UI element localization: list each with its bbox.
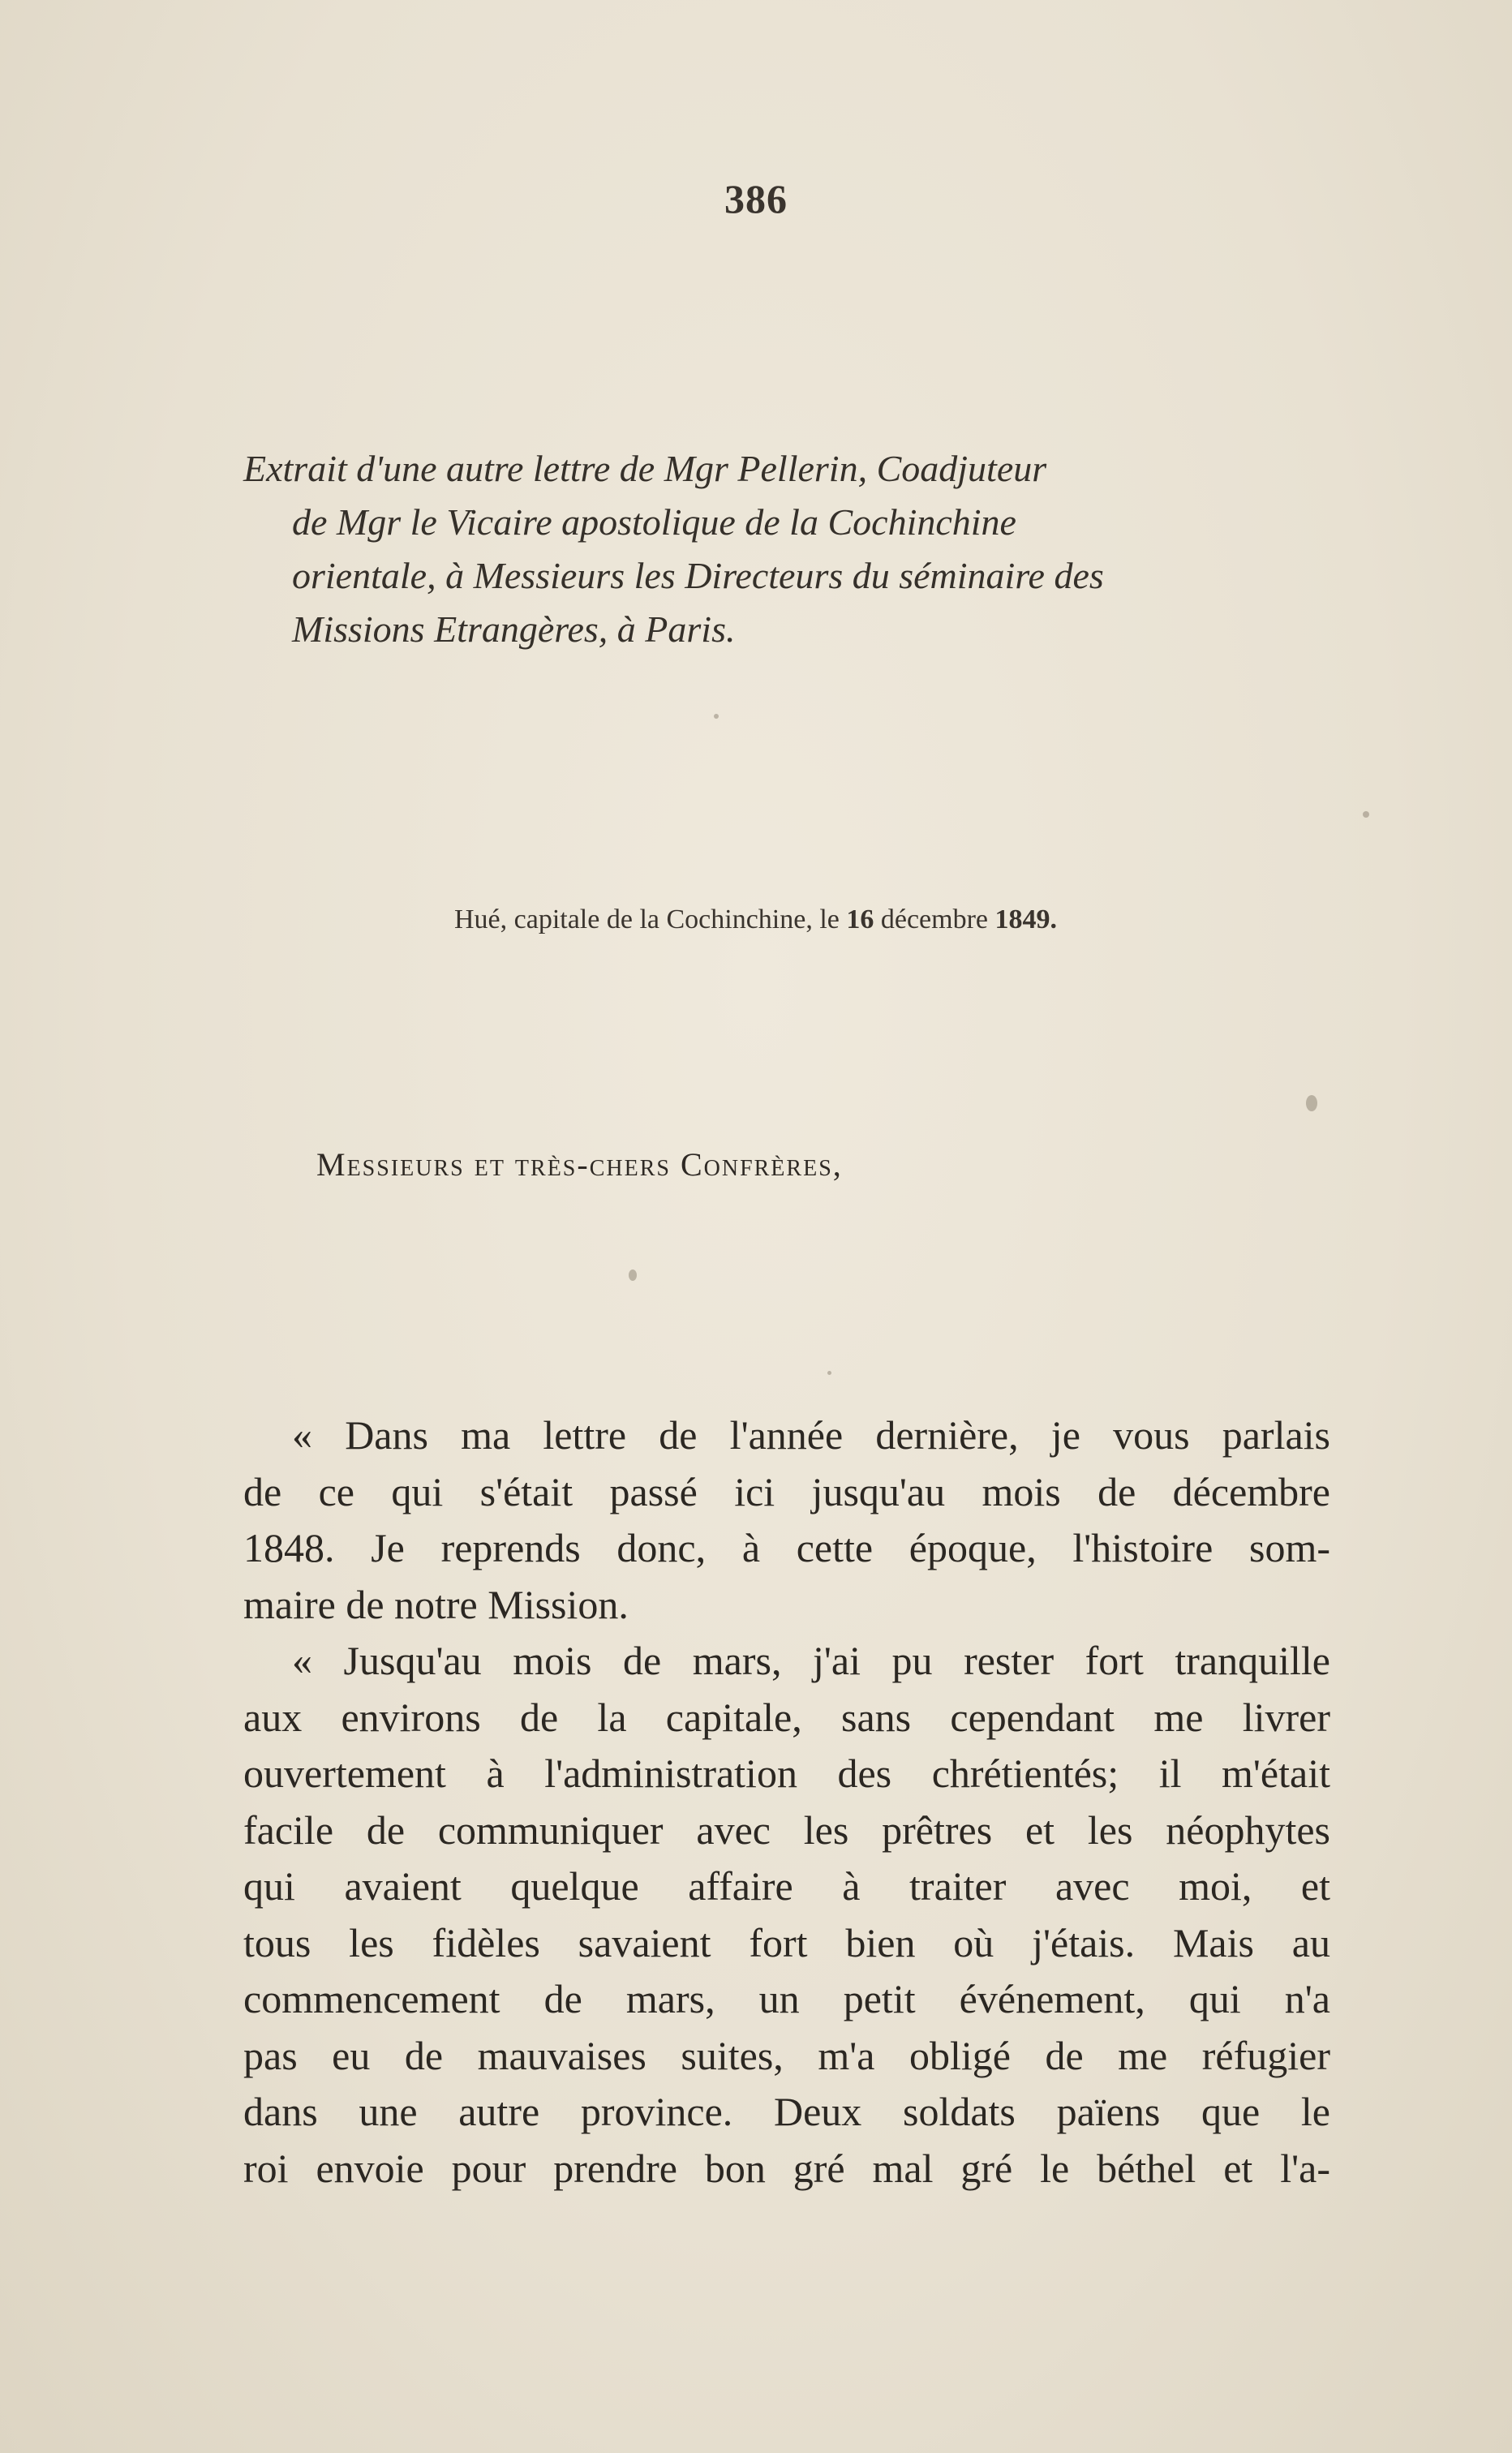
body-line: qui avaient quelque affaire à traiter avec moi, et <box>243 1863 1330 1909</box>
paper-speck <box>827 1371 831 1375</box>
dateline-place: Hué, capitale de la Cochinchine, le <box>454 904 840 934</box>
body-text <box>243 1407 1330 2197</box>
dateline-year: 1849. <box>994 904 1057 934</box>
body-line: « Jusqu'au mois de mars, j'ai pu rester fort tranquille <box>292 1638 1330 1683</box>
body-line: « Dans ma lettre de l'année dernière, je vous parlais <box>292 1412 1330 1458</box>
dateline-day: 16 <box>846 904 874 934</box>
body-line: pas eu de mauvaises suites, m'a obligé de me réfugier <box>243 2032 1330 2078</box>
body-line: tous les fidèles savaient fort bien où j'étais. Mais au <box>243 1919 1330 1965</box>
body-line: facile de communiquer avec les prêtres et les néophytes <box>243 1806 1330 1853</box>
letter-heading <box>243 442 1330 656</box>
body-line: roi envoie pour prendre bon gré mal gré le béthel et l'a- <box>243 2145 1330 2191</box>
paper-speck <box>714 714 719 719</box>
paper-speck <box>1306 1095 1317 1111</box>
body-line: 1848. Je reprends donc, à cette époque, l'histoire som- <box>243 1525 1330 1570</box>
dateline-month: décembre <box>880 904 988 934</box>
heading-line: de Mgr le Vicaire apostolique de la Cochinchine <box>292 501 1016 543</box>
dateline <box>454 904 1057 935</box>
body-line: ouvertement à l'administration des chrétientés; il m'était <box>243 1751 1330 1796</box>
heading-line: orientale, à Messieurs les Directeurs du séminaire des <box>292 555 1104 596</box>
page-number: 386 <box>724 176 788 221</box>
body-line: de ce qui s'était passé ici jusqu'au mois de décembre <box>243 1468 1330 1514</box>
heading-line: Missions Etrangères, à Paris. <box>292 608 736 650</box>
heading-line: Extrait d'une autre lettre de Mgr Pellerin, Coadjuteur <box>243 448 1047 489</box>
body-line: aux environs de la capitale, sans cependant me livrer <box>243 1694 1330 1740</box>
body-line: commencement de mars, un petit événement, qui n'a <box>243 1976 1330 2021</box>
salutation: Messieurs et très-chers Confrères, <box>316 1146 843 1183</box>
paper-speck <box>1363 811 1369 818</box>
body-line: maire de notre Mission. <box>243 1581 629 1627</box>
paper-speck <box>629 1269 637 1281</box>
body-line: dans une autre province. Deux soldats païens que le <box>243 2089 1330 2134</box>
